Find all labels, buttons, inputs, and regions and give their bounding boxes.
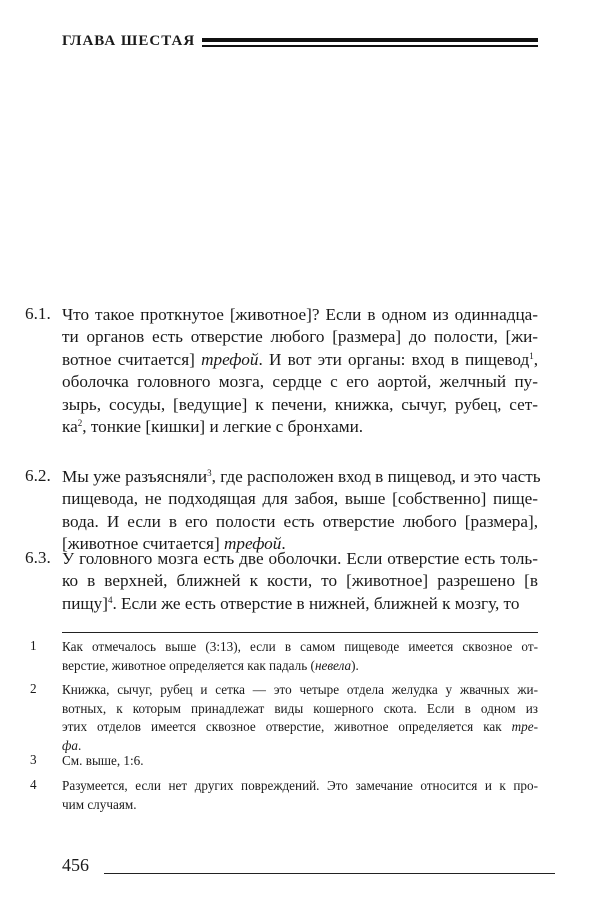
footnote-number: 1 <box>30 638 37 653</box>
footnote-ref[interactable]: 2 <box>77 417 83 428</box>
text-line <box>62 681 538 700</box>
text-segment: пищевода, не подходящая для забоя, выше [собственно] пище- <box>62 489 538 509</box>
text-segment: Как отмечалось выше (3:13), если в самом пищеводе имеется сквозное от- <box>62 639 538 654</box>
text-segment: . И вот эти органы: вход в пищевод <box>258 349 530 369</box>
footnote-number: 2 <box>30 681 37 696</box>
footnote <box>30 777 538 814</box>
text-segment: ). <box>351 657 359 673</box>
text-segment: Книжка, сычуг, рубец и сетка — это четыре отдела желудка у жвачных жи- <box>62 682 538 697</box>
text-line <box>62 752 538 771</box>
text-line <box>62 638 538 657</box>
running-header: ГЛАВА ШЕСТАЯ <box>62 33 196 49</box>
text-segment: , <box>533 349 539 369</box>
text-segment: Что такое проткнутое [животное]? Если в одном из одиннадца- <box>62 305 538 324</box>
paragraph-number: 6.1. <box>25 304 51 323</box>
italic-term: трефой <box>223 534 282 554</box>
text-line <box>62 796 538 815</box>
italic-term: тре- <box>511 719 538 734</box>
footnote-ref[interactable]: 4 <box>107 594 113 605</box>
text-line <box>62 371 538 393</box>
text-segment: ка <box>62 416 78 436</box>
paragraph-number: 6.2. <box>25 466 51 485</box>
text-segment: Мы уже разъясняли <box>62 467 208 486</box>
text-line <box>62 326 538 348</box>
text-line <box>62 700 538 719</box>
text-segment: Разумеется, если нет других повреждений. Это замечание относится и к про- <box>62 778 538 793</box>
header-rule <box>202 38 538 42</box>
footnote <box>30 681 538 755</box>
text-segment: . <box>77 737 82 753</box>
italic-term: трефой <box>201 349 259 369</box>
italic-term: невела <box>314 657 352 673</box>
page-number: 456 <box>62 855 89 875</box>
text-segment: верстие, животное определяется как падаль ( <box>62 657 315 673</box>
paragraph <box>25 304 538 438</box>
text-segment: , где расположен вход в пищевод, и это часть <box>211 467 541 486</box>
footnote <box>30 752 538 771</box>
footnote-number: 3 <box>30 752 37 767</box>
text-segment: [животное считается] <box>62 534 224 554</box>
footnote-ref[interactable]: 1 <box>529 350 534 361</box>
text-segment: ти органов есть отверстие любого [размера] до полости, [жи- <box>62 327 538 347</box>
text-segment: пищу] <box>62 593 108 613</box>
text-line <box>62 304 538 326</box>
text-segment: вода. И если в его полости есть отверстие любого [размера], <box>62 511 538 531</box>
text-line <box>62 466 541 488</box>
text-segment: вотное считается] <box>62 349 202 369</box>
text-line <box>62 394 538 416</box>
header-rule-thin <box>202 45 538 47</box>
text-line <box>62 657 538 676</box>
text-segment: См. выше, 1:6. <box>62 753 144 768</box>
footnote-separator <box>62 632 538 633</box>
text-segment: вотных, к которым принадлежат виды кошерного скота. Если в одном из <box>62 700 538 716</box>
text-segment: . <box>281 534 286 554</box>
text-line <box>62 777 538 796</box>
text-line <box>62 488 538 510</box>
text-line <box>62 548 538 570</box>
text-segment: зырь, сосуды, [ведущие] к печени, книжка, сычуг, рубец, сет- <box>62 394 538 414</box>
text-line <box>62 349 538 371</box>
footer-rule <box>104 873 555 874</box>
paragraph <box>25 466 541 556</box>
text-line <box>62 570 538 592</box>
italic-term: фа <box>62 737 78 753</box>
text-segment: чим случаям. <box>62 796 137 812</box>
text-line <box>62 511 538 533</box>
footnote-number: 4 <box>30 777 37 792</box>
text-segment: У головного мозга есть две оболочки. Если отверстие есть толь- <box>62 549 538 568</box>
text-line <box>62 593 538 615</box>
text-line <box>62 718 538 737</box>
footnote-ref[interactable]: 3 <box>207 468 212 478</box>
text-segment: ко в верхней, ближней к кости, то [животное] разрешено [в <box>62 571 538 591</box>
text-segment: оболочка головного мозга, сердце с его аортой, желчный пу- <box>62 372 538 392</box>
text-segment: , тонкие [кишки] и легкие с бронхами. <box>82 416 364 436</box>
paragraph-number: 6.3. <box>25 548 51 567</box>
text-line <box>62 416 538 438</box>
paragraph <box>25 548 538 615</box>
footnote <box>30 638 538 675</box>
text-segment: . Если же есть отверстие в нижней, ближней к мозгу, то <box>112 593 520 613</box>
text-segment: этих отделов имеется сквозное отверстие, животное определяется как <box>62 719 512 734</box>
